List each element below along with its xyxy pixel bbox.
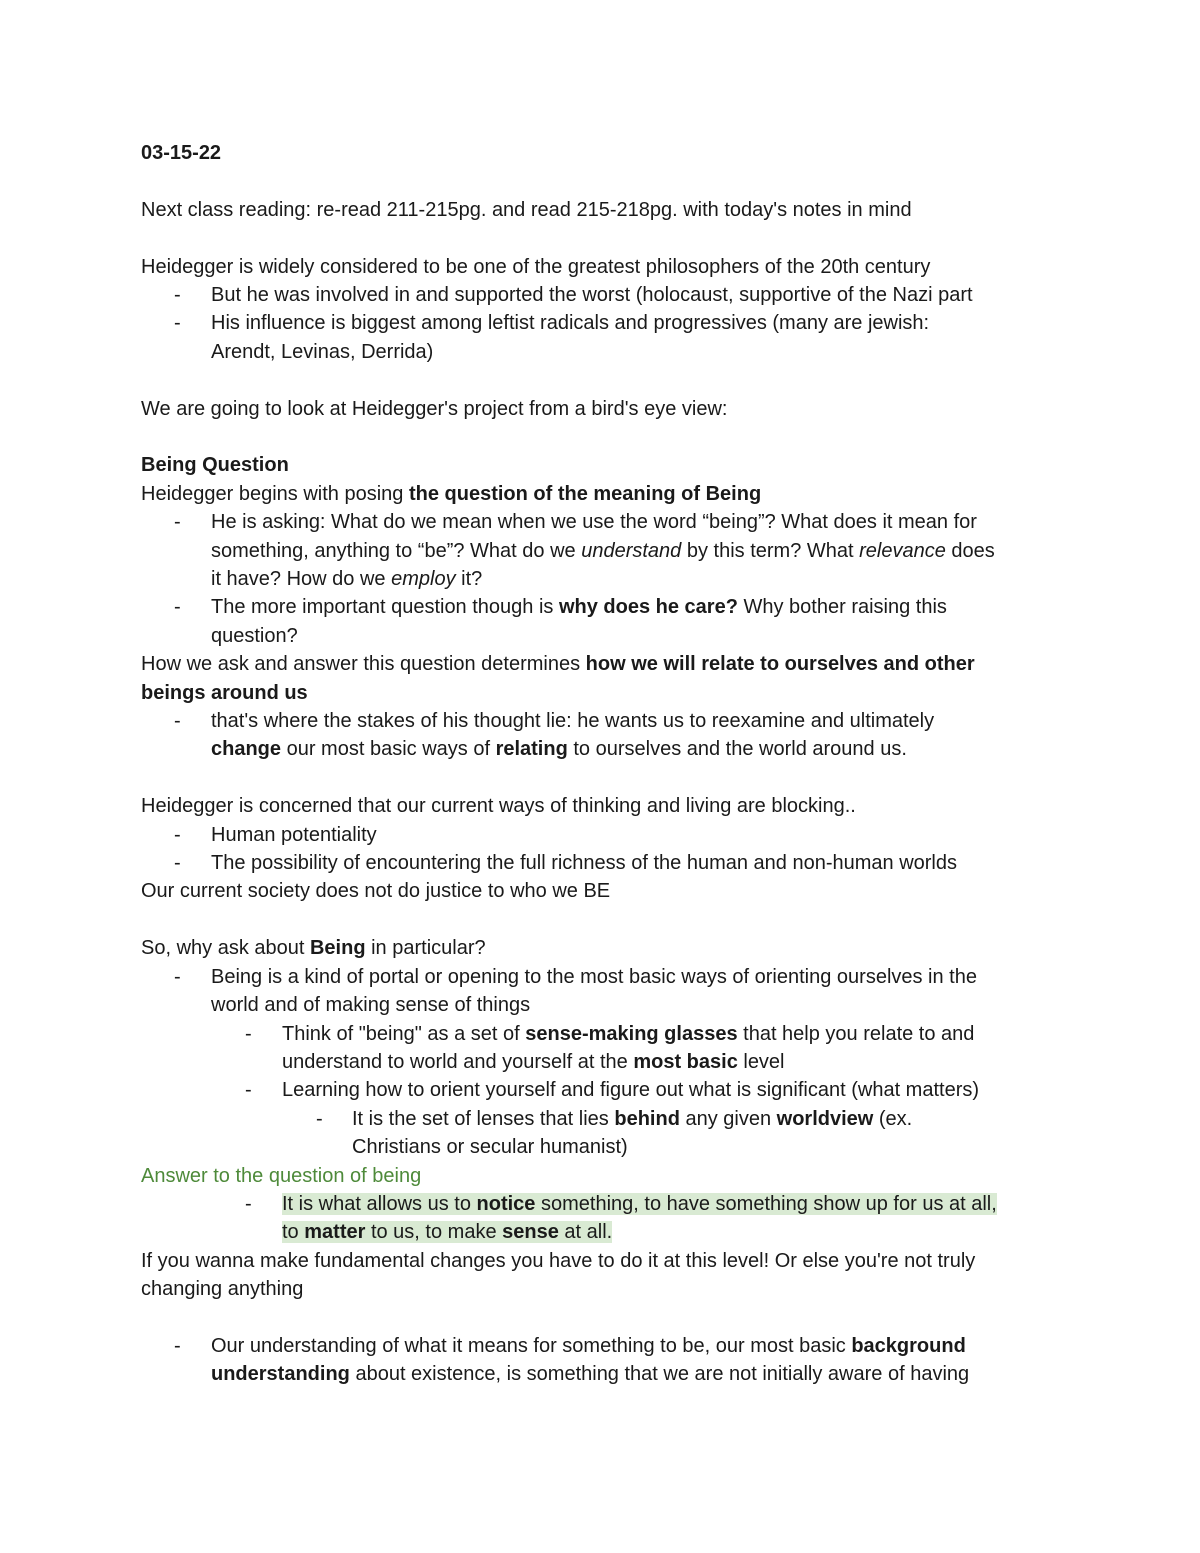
spacer <box>141 167 1071 195</box>
how-line: How we ask and answer this question determines how we will relate to ourselves and other <box>141 653 975 676</box>
section-heading-being-question: Being Question <box>141 454 289 477</box>
list-item: - The more important question though is why does he care? Why bother raising this <box>141 593 1071 621</box>
list-item: - Our understanding of what it means for something to be, our most basic background <box>141 1332 1071 1360</box>
reading-note: Next class reading: re-read 211-215pg. and read 215-218pg. with today's notes in mind <box>141 198 912 221</box>
list-item-continuation: understanding about existence, is something that we are not initially aware of having <box>211 1363 970 1386</box>
list-item-continuation: change our most basic ways of relating to ourselves and the world around us. <box>211 738 907 761</box>
date-heading: 03-15-22 <box>141 142 222 164</box>
bullet-dash: - <box>174 284 181 306</box>
list-item: - The possibility of encountering the full richness of the human and non-human worlds <box>141 849 1071 877</box>
list-item-continuation: it have? How do we employ it? <box>211 568 483 591</box>
why-being-line: So, why ask about Being in particular? <box>141 937 486 960</box>
highlight: It is what allows us to notice something, to have something show up for us at all, <box>282 1192 997 1215</box>
change-line-continuation: changing anything <box>141 1278 304 1301</box>
list-item: - that's where the stakes of his thought lie: he wants us to reexamine and ultimately <box>141 707 1071 735</box>
list-item-highlighted <box>141 1190 1071 1218</box>
bullet-dash: - <box>174 710 181 733</box>
bullet-dash: - <box>174 823 181 846</box>
list-item-continuation-highlighted <box>141 1218 1071 1246</box>
list-item: - Human potentiality <box>141 821 1071 849</box>
justice-line: Our current society does not do justice to who we BE <box>141 880 611 903</box>
change-line: If you wanna make fundamental changes you have to do it at this level! Or else you're not truly <box>141 1249 976 1272</box>
spacer <box>141 366 1071 394</box>
bullet-dash: - <box>174 596 181 619</box>
bullet-dash: - <box>174 852 181 875</box>
how-line-continuation: beings around us <box>141 681 308 704</box>
intro-line: Heidegger is widely considered to be one of the greatest philosophers of the 20th century <box>141 255 931 278</box>
list-item: - Being is a kind of portal or opening to the most basic ways of orienting ourselves in the <box>141 963 1071 991</box>
highlight: to matter to us, to make sense at all. <box>282 1221 613 1244</box>
spacer <box>141 423 1071 451</box>
list-item-continuation: something, anything to “be”? What do we understand by this term? What relevance does <box>211 539 995 562</box>
bullet-dash: - <box>174 965 181 988</box>
list-item: - It is the set of lenses that lies behind any given worldview (ex. <box>141 1105 1071 1133</box>
bullet-dash: - <box>245 1022 252 1045</box>
list-item-continuation: question? <box>211 624 298 647</box>
bullet-dash: - <box>245 1079 252 1102</box>
bullet-dash: - <box>174 511 181 534</box>
list-item: - He is asking: What do we mean when we use the word “being”? What does it mean for <box>141 508 1071 536</box>
concern-line: Heidegger is concerned that our current ways of thinking and living are blocking.. <box>141 795 856 818</box>
birds-eye-line: We are going to look at Heidegger's project from a bird's eye view: <box>141 397 728 420</box>
spacer <box>141 906 1071 934</box>
list-item: - But he was involved in and supported the worst (holocaust, supportive of the Nazi part <box>141 281 1071 309</box>
list-item: - Think of "being" as a set of sense-making glasses that help you relate to and <box>141 1020 1071 1048</box>
list-item-continuation: Christians or secular humanist) <box>352 1136 628 1159</box>
document-page <box>141 139 1071 1389</box>
bullet-dash: - <box>174 1334 181 1357</box>
bullet-dash: - <box>174 312 181 335</box>
answer-heading: Answer to the question of being <box>141 1164 422 1187</box>
spacer <box>141 764 1071 792</box>
list-item-continuation: world and of making sense of things <box>211 994 531 1017</box>
bullet-dash: - <box>316 1107 323 1130</box>
list-item-continuation: understand to world and yourself at the most basic level <box>282 1050 785 1073</box>
begins-line: Heidegger begins with posing the question of the meaning of Being <box>141 482 762 505</box>
spacer <box>141 1304 1071 1332</box>
list-item: - Learning how to orient yourself and figure out what is significant (what matters) <box>141 1076 1071 1104</box>
list-item: - His influence is biggest among leftist radicals and progressives (many are jewish: <box>141 309 1071 337</box>
spacer <box>141 224 1071 252</box>
bullet-dash: - <box>245 1192 252 1215</box>
list-item-continuation: Arendt, Levinas, Derrida) <box>211 340 434 363</box>
